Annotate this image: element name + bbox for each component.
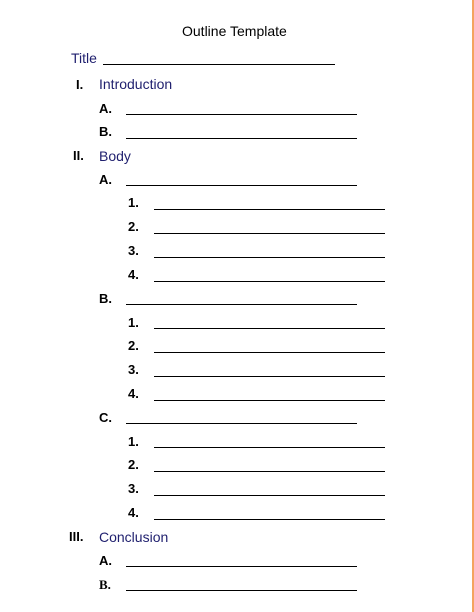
title-field-blank[interactable] [103,64,335,65]
section-heading: Body [99,148,131,164]
subitem-marker: 4. [128,505,139,520]
item-marker: A. [99,553,112,568]
item-marker: B. [99,124,112,139]
subitem-marker: 4. [128,386,139,401]
subitem-blank[interactable] [154,519,385,520]
subitem-blank[interactable] [154,233,385,234]
subitem-blank[interactable] [154,400,385,401]
item-marker: B. [99,291,112,306]
subitem-marker: 3. [128,481,139,496]
subitem-blank[interactable] [154,328,385,329]
subitem-blank[interactable] [154,257,385,258]
subitem-marker: 3. [128,362,139,377]
subitem-marker: 1. [128,315,139,330]
subitem-marker: 3. [128,243,139,258]
section-numeral: I. [76,77,84,92]
section-heading: Introduction [99,76,173,92]
subitem-blank[interactable] [154,447,385,448]
item-marker: C. [99,410,112,425]
subitem-blank[interactable] [154,209,385,210]
subitem-blank[interactable] [154,495,385,496]
subitem-blank[interactable] [154,281,385,282]
item-blank[interactable] [126,590,357,591]
subitem-marker: 2. [128,457,139,472]
section-heading: Conclusion [99,529,169,545]
subitem-marker: 1. [128,434,139,449]
subitem-blank[interactable] [154,376,385,377]
subitem-blank[interactable] [154,471,385,472]
section-numeral: II. [73,148,84,163]
subitem-marker: 1. [128,195,139,210]
subitem-marker: 4. [128,267,139,282]
page-title: Outline Template [182,23,287,39]
title-field-label: Title [71,50,97,66]
subitem-blank[interactable] [154,352,385,353]
item-blank[interactable] [126,114,357,115]
section-numeral: III. [69,529,84,544]
subitem-marker: 2. [128,219,139,234]
item-blank[interactable] [126,185,357,186]
item-marker: A. [99,101,112,116]
item-blank[interactable] [126,566,357,567]
item-blank[interactable] [126,423,357,424]
item-blank[interactable] [126,138,357,139]
item-marker: A. [99,172,112,187]
subitem-marker: 2. [128,338,139,353]
item-marker: B. [99,577,111,592]
item-blank[interactable] [126,304,357,305]
